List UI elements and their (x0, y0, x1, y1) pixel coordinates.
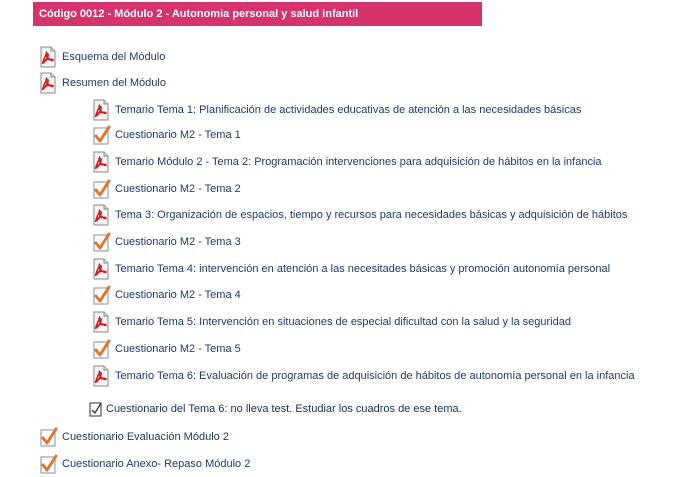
list-item-label[interactable]: Tema 3: Organización de espacios, tiempo y recursos para necesidades básicas y adquisición de hábitos (115, 209, 628, 221)
list-item-label[interactable]: Temario Tema 6: Evaluación de programas de adquisición de hábitos de autonomía personal en la infancia (115, 370, 635, 382)
list-item-cuestionario-tema-2[interactable] (91, 178, 241, 200)
list-item-temario-tema-1[interactable] (91, 99, 581, 121)
list-item-label[interactable]: Cuestionario M2 - Tema 2 (115, 183, 241, 195)
pdf-icon (38, 72, 58, 94)
list-item-cuestionario-tema-4[interactable] (91, 284, 241, 306)
quiz-check-icon (38, 426, 58, 448)
pdf-icon (91, 151, 111, 173)
list-item-tema-3[interactable] (91, 204, 627, 226)
list-item-temario-tema-6[interactable] (91, 365, 635, 387)
quiz-check-icon (91, 178, 111, 200)
list-item-temario-tema-5[interactable] (91, 311, 571, 333)
list-item-cuestionario-anexo[interactable] (38, 453, 250, 475)
list-item-temario-tema-4[interactable] (91, 258, 610, 280)
quiz-check-icon (38, 453, 58, 475)
list-item-label[interactable]: Temario Tema 4: intervención en atención a las necesitades básicas y promoción autonomía personal (115, 263, 611, 275)
list-item-temario-tema-2[interactable] (91, 151, 602, 173)
list-item-label[interactable]: Temario Tema 5: Intervención en situaciones de especial dificultad con la salud y la seguridad (115, 316, 571, 328)
section-header: Código 0012 - Módulo 2 - Autonomia personal y salud infantil (33, 2, 482, 26)
list-item-cuestionario-evaluacion[interactable] (38, 426, 229, 448)
list-item-cuestionario-tema-3[interactable] (91, 231, 241, 253)
list-item-label[interactable]: Cuestionario M2 - Tema 3 (115, 236, 241, 248)
list-item-cuestionario-tema-1[interactable] (91, 124, 241, 146)
quiz-check-icon (91, 284, 111, 306)
small-quiz-icon (88, 400, 104, 418)
pdf-icon (91, 311, 111, 333)
quiz-check-icon (91, 338, 111, 360)
list-item-label[interactable]: Cuestionario M2 - Tema 5 (115, 343, 241, 355)
list-item-label[interactable]: Resumen del Módulo (62, 77, 166, 89)
pdf-icon (91, 99, 111, 121)
list-item-label[interactable]: Esquema del Módulo (62, 51, 166, 63)
quiz-check-icon (91, 124, 111, 146)
list-item-cuestionario-tema-5[interactable] (91, 338, 241, 360)
list-item-label[interactable]: Cuestionario M2 - Tema 4 (115, 289, 241, 301)
list-item-label[interactable]: Temario Tema 1: Planificación de actividades educativas de atención a las necesidades básicas (115, 104, 582, 116)
list-item-label[interactable]: Cuestionario Anexo- Repaso Módulo 2 (62, 458, 251, 470)
pdf-icon (91, 258, 111, 280)
pdf-icon (38, 46, 58, 68)
list-item-resumen[interactable] (38, 72, 166, 94)
list-item-esquema[interactable] (38, 46, 165, 68)
pdf-icon (91, 204, 111, 226)
pdf-icon (91, 365, 111, 387)
list-item-label[interactable]: Cuestionario M2 - Tema 1 (115, 129, 241, 141)
tema-6-note (88, 399, 462, 419)
note-text: Cuestionario del Tema 6: no lleva test. Estudiar los cuadros de ese tema. (106, 403, 462, 415)
quiz-check-icon (91, 231, 111, 253)
list-item-label[interactable]: Temario Módulo 2 - Tema 2: Programación intervenciones para adquisición de hábitos en la infancia (115, 156, 602, 168)
list-item-label[interactable]: Cuestionario Evaluación Módulo 2 (62, 431, 229, 443)
